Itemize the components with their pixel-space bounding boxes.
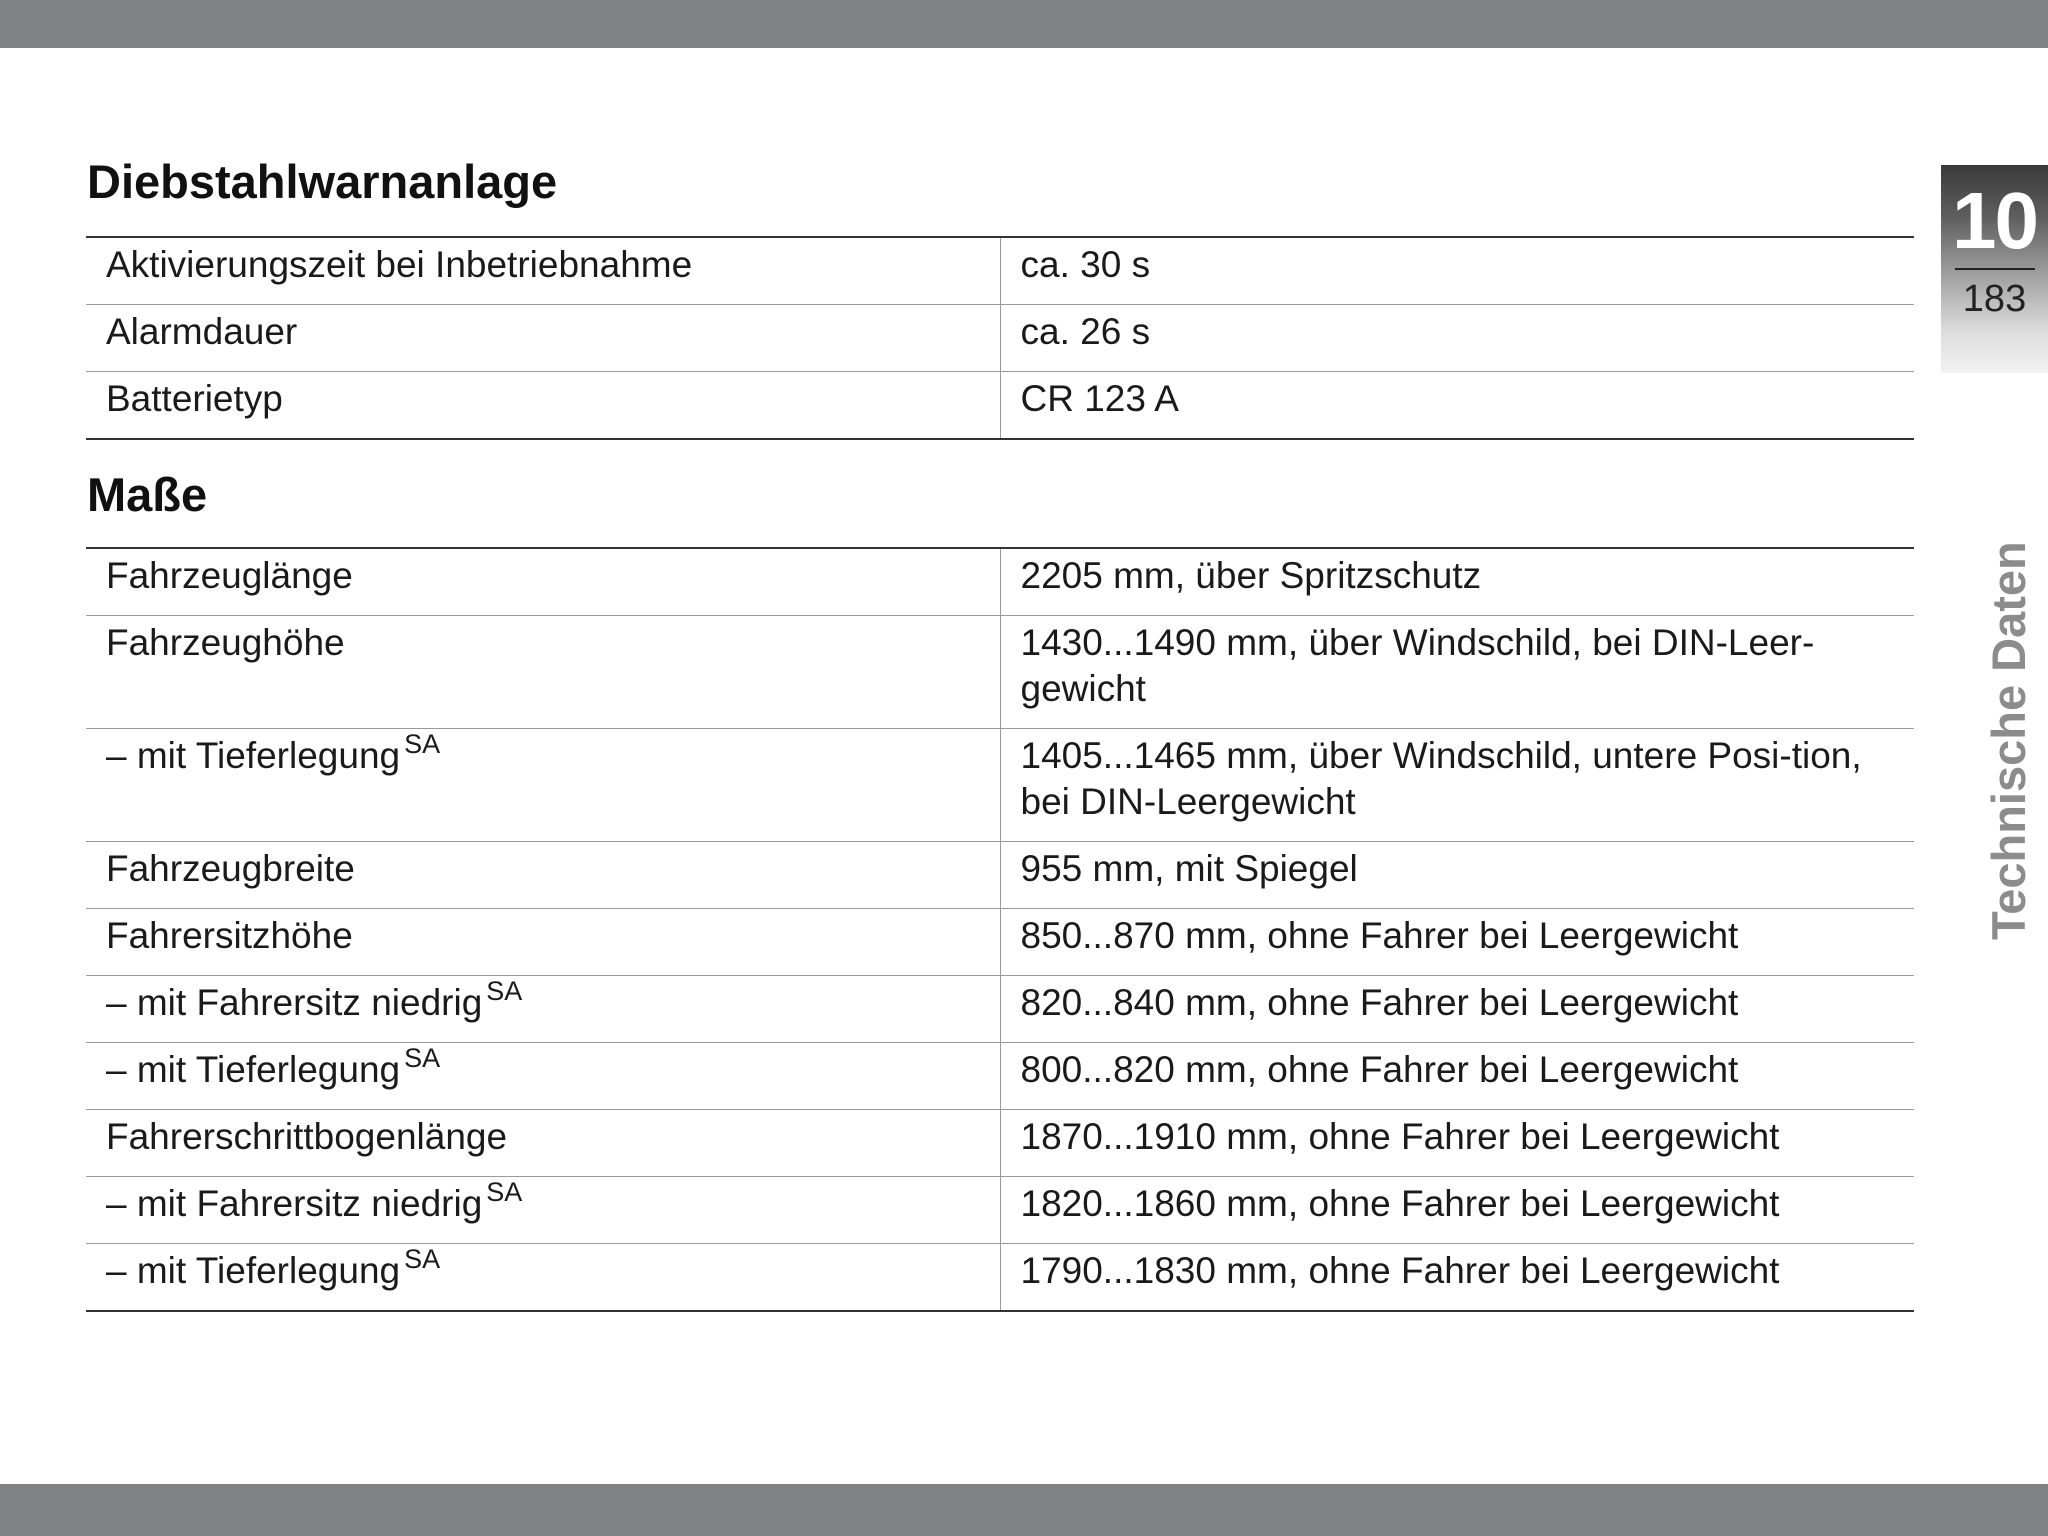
page-number: 183 (1962, 278, 2027, 320)
row-label: Fahrzeuglänge (86, 548, 1000, 616)
table-row (86, 1177, 1914, 1244)
row-value: 820...840 mm, ohne Fahrer bei Leergewicht (1020, 982, 1739, 1023)
table-row (86, 305, 1914, 372)
table-row (86, 237, 1914, 305)
table-row (86, 909, 1914, 976)
row-value: CR 123 A (1020, 378, 1179, 419)
row-label: Batterietyp (86, 372, 1000, 440)
row-label: Aktivierungszeit bei Inbetriebnahme (86, 237, 1000, 305)
row-value: 1820...1860 mm, ohne Fahrer bei Leergewicht (1020, 1183, 1780, 1224)
row-value: 800...820 mm, ohne Fahrer bei Leergewicht (1020, 1049, 1739, 1090)
chapter-number: 10 (1952, 176, 2037, 265)
sa-footnote-marker: SA (404, 729, 441, 760)
row-value: ca. 26 s (1020, 311, 1151, 352)
table-row (86, 976, 1914, 1043)
bottom-bar (0, 1484, 2048, 1536)
table-row (86, 1043, 1914, 1110)
row-label: Alarmdauer (86, 305, 1000, 372)
section-title-masse: Maße (87, 468, 208, 521)
chapter-divider (1955, 268, 2035, 270)
table-row (86, 1110, 1914, 1177)
table-row (86, 842, 1914, 909)
row-value: 2205 mm, über Spritzschutz (1020, 555, 1482, 596)
sa-footnote-marker: SA (486, 1177, 523, 1208)
table-row (86, 1244, 1914, 1312)
section-title-diebstahlwarnanlage: Diebstahlwarnanlage (87, 155, 558, 208)
row-value: 955 mm, mit Spiegel (1020, 848, 1358, 889)
row-value: ca. 30 s (1020, 244, 1151, 285)
row-value: 1790...1830 mm, ohne Fahrer bei Leergewicht (1020, 1250, 1780, 1291)
sa-footnote-marker: SA (404, 1244, 441, 1275)
table-row (86, 729, 1914, 842)
row-label: Fahrerschrittbogenlänge (86, 1110, 1000, 1177)
row-label: Fahrzeughöhe (86, 616, 1000, 729)
row-label: – mit Tieferlegung $^{SA}$ (86, 729, 1000, 842)
sa-footnote-marker: SA (486, 976, 523, 1007)
sa-footnote-marker: SA (404, 1043, 441, 1074)
row-value: 850...870 mm, ohne Fahrer bei Leergewicht (1020, 915, 1739, 956)
chapter-side-label: Technische Daten (1982, 541, 2035, 940)
table-row (86, 616, 1914, 729)
row-label: – mit Tieferlegung $^{SA}$ (86, 1043, 1000, 1110)
table-row (86, 372, 1914, 440)
row-value: 1430...1490 mm, über Windschild, bei DIN-Leer-gewicht (1020, 622, 1815, 709)
row-label: Fahrzeugbreite (86, 842, 1000, 909)
spec-table-diebstahlwarnanlage (86, 236, 1914, 440)
table-row (86, 548, 1914, 616)
spec-table-masse (86, 547, 1914, 1312)
row-value: 1405...1465 mm, über Windschild, untere Posi-tion, bei DIN-Leergewicht (1020, 735, 1862, 822)
row-value: 1870...1910 mm, ohne Fahrer bei Leergewicht (1020, 1116, 1780, 1157)
row-label: – mit Tieferlegung $^{SA}$ (86, 1244, 1000, 1312)
row-label: – mit Fahrersitz niedrig $^{SA}$ (86, 1177, 1000, 1244)
top-bar (0, 0, 2048, 48)
row-label: Fahrersitzhöhe (86, 909, 1000, 976)
row-label: – mit Fahrersitz niedrig $^{SA}$ (86, 976, 1000, 1043)
chapter-tab (1941, 165, 2048, 373)
